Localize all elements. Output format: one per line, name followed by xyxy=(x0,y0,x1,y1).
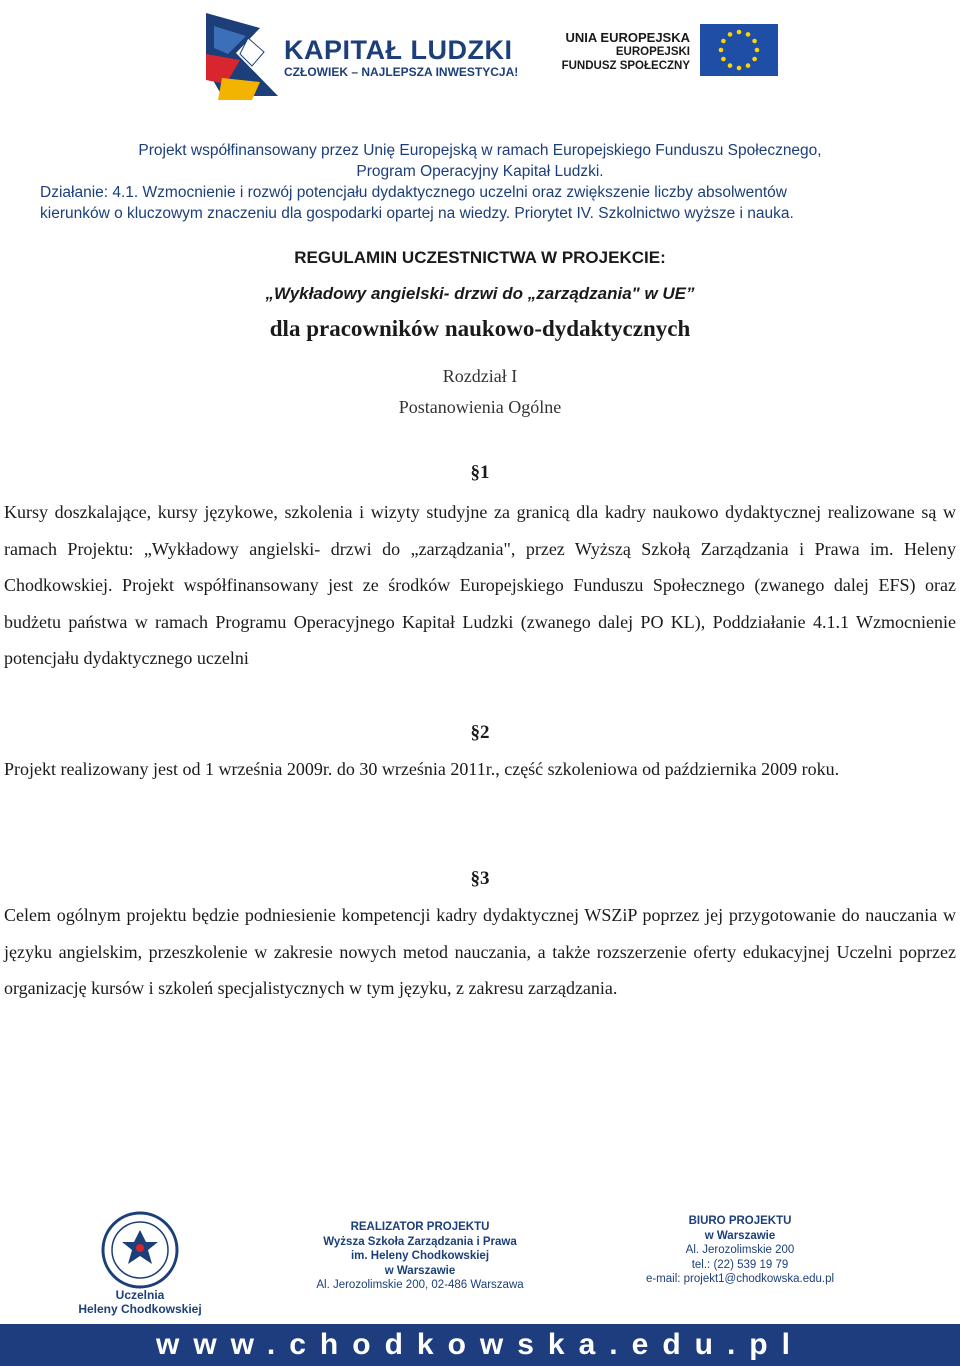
university-seal-icon xyxy=(100,1210,180,1290)
project-office xyxy=(640,1214,840,1287)
kapital-ludzki-wordmark xyxy=(284,36,524,80)
kapital-ludzki-name: KAPITAŁ LUDZKI xyxy=(284,35,513,65)
office-email: e-mail: projekt1@chodkowska.edu.pl xyxy=(645,1273,835,1285)
eu-line-3: FUNDUSZ SPOŁECZNY xyxy=(561,60,690,72)
section-symbol-3: §3 xyxy=(470,868,490,889)
section-text-1: Kursy doszkalające, kursy językowe, szkolenia i wizyty studyjne za granicą dla kadry naukowo dydaktycznej realizowane są w ramach Projektu: „Wykładowy angielski- drzwi do „zarządzania", przez Wyższą Szkołą Zarządzania i Prawa im. Heleny Chodkowskiej. Projekt współfinansowany jest ze środków Europejskiego Funduszu Społecznego (zwanego dalej EFS) oraz budżetu państwa w ramach Programu Operacyjnego Kapitał Ludzki (zwanego dalej PO KL), Poddziałanie 4.1.1 Wzmocnienie potencjału dydaktycznego uczelni xyxy=(4,502,956,668)
notice-line-3: Działanie: 4.1. Wzmocnienie i rozwój potencjału dydaktycznego uczelni oraz zwiększenie liczby absolwentów xyxy=(40,184,787,201)
chapter-name: Postanowienia Ogólne xyxy=(398,397,562,417)
chapter-number: Rozdział I xyxy=(442,366,518,386)
notice-line-4: kierunków o kluczowym znaczeniu dla gospodarki opartej na wiedzy. Priorytet IV. Szkolnictwo wyższe i nauka. xyxy=(40,205,794,222)
document-subtitle: „Wykładowy angielski- drzwi do „zarządzania" w UE” xyxy=(265,284,695,303)
section-symbol-2: §2 xyxy=(470,722,490,743)
section-symbol-1: §1 xyxy=(470,462,490,483)
implementer-address: Al. Jerozolimskie 200, 02-486 Warszawa xyxy=(316,1279,524,1291)
office-address: Al. Jerozolimskie 200 xyxy=(685,1244,795,1256)
office-line-1: w Warszawie xyxy=(704,1229,776,1242)
university-name xyxy=(70,1288,210,1316)
eu-wordmark xyxy=(560,30,690,73)
university-name-line-2: Heleny Chodkowskiej xyxy=(78,1302,202,1316)
document-audience: dla pracowników naukowo-dydaktycznych xyxy=(269,316,691,341)
section-text-2: Projekt realizowany jest od 1 września 2009r. do 30 września 2011r., część szkoleniowa od października 2009 roku. xyxy=(4,759,840,779)
office-heading: BIURO PROJEKTU xyxy=(688,1215,792,1227)
implementer-heading: REALIZATOR PROJEKTU xyxy=(350,1221,490,1233)
eu-line-2: EUROPEJSKI xyxy=(615,46,690,58)
website-link[interactable]: www.chodkowska.edu.pl xyxy=(156,1328,804,1361)
eu-line-1: UNIA EUROPEJSKA xyxy=(565,30,690,45)
implementer-line-3: w Warszawie xyxy=(384,1264,456,1277)
cofinancing-notice xyxy=(40,140,920,224)
eu-flag-icon xyxy=(700,24,778,76)
project-implementer xyxy=(300,1220,540,1293)
document-title: REGULAMIN UCZESTNICTWA W PROJEKCIE: xyxy=(294,248,666,267)
office-phone: tel.: (22) 539 19 79 xyxy=(691,1258,789,1271)
university-name-line-1: Uczelnia xyxy=(115,1288,165,1302)
implementer-line-2: im. Heleny Chodkowskiej xyxy=(350,1250,490,1262)
notice-line-1: Projekt współfinansowany przez Unię Europejską w ramach Europejskiego Funduszu Społecznego, xyxy=(138,142,822,159)
implementer-line-1: Wyższa Szkoła Zarządzania i Prawa xyxy=(323,1235,517,1248)
kapital-ludzki-tagline: CZŁOWIEK – NAJLEPSZA INWESTYCJA! xyxy=(284,65,519,79)
section-text-3: Celem ogólnym projektu będzie podniesienie kompetencji kadry dydaktycznej WSZiP poprzez jej przygotowanie do nauczania w języku angielskim, przeszkolenie w zakresie nowych metod nauczania, a także rozszerzenie oferty edukacyjnej Uczelni poprzez organizację kursów i szkoleń specjalistycznych w tym języku, z zakresu zarządzania. xyxy=(4,905,956,998)
notice-line-2: Program Operacyjny Kapitał Ludzki. xyxy=(356,163,604,180)
